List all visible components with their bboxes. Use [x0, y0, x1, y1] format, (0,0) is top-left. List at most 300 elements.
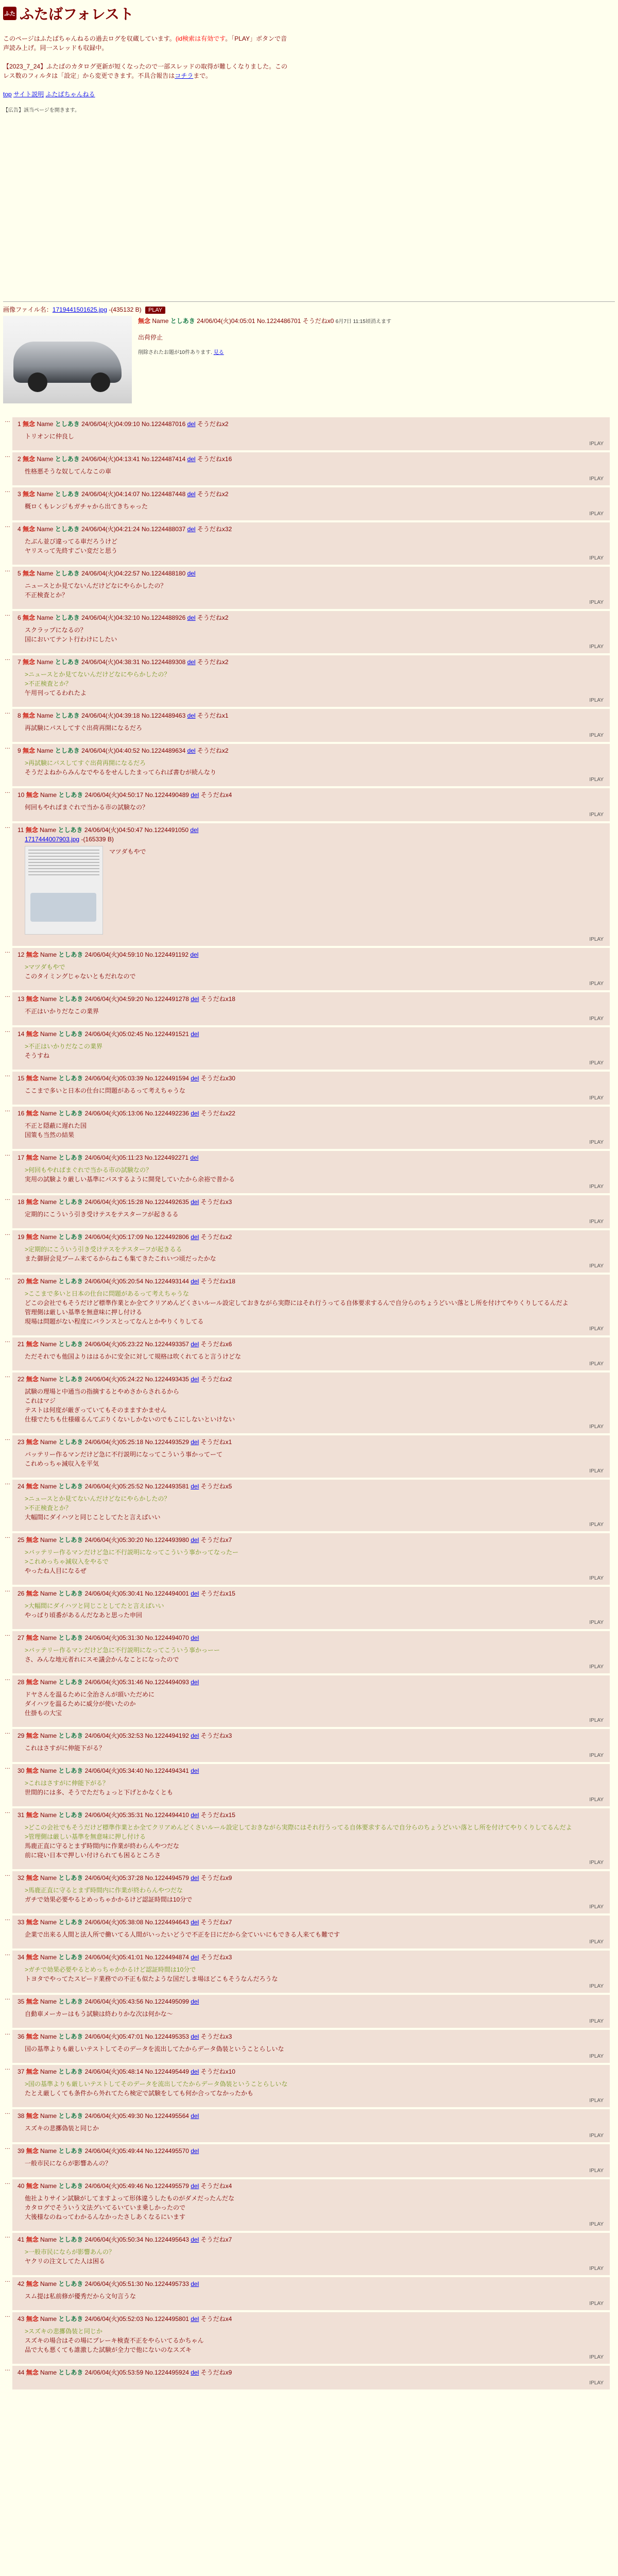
reply-post	[3, 2277, 615, 2310]
reply-arrow: …	[5, 1995, 10, 2001]
reply-name-label: Name	[38, 1919, 59, 1926]
reply-meta	[18, 1340, 605, 1349]
soudane-button[interactable]: そうだねx3	[199, 2033, 232, 2040]
reply-play-button[interactable]: IPLAY	[589, 1361, 604, 1367]
reply-box	[12, 1435, 610, 1478]
del-link[interactable]: del	[191, 2315, 199, 2323]
reply-subject: 無念	[23, 490, 36, 498]
reply-meta	[18, 2032, 605, 2041]
del-link[interactable]: del	[191, 1341, 199, 1348]
reply-play-button[interactable]: IPLAY	[589, 1664, 604, 1670]
reply-arrow: …	[5, 522, 10, 529]
reply-text-line: ヤリスって先終すごい変だと思う	[25, 547, 117, 554]
quote-line: >どこの会社でもそうだけど標準作業とか全てクリアめんどくさいルール設定しておきながら実際にはそれ行うってる自体要求するんで自分らのちょうどいい落とし所を付けてやりくりしてるんだよ	[25, 1824, 572, 1831]
soudane-button[interactable]: そうだねx2	[195, 747, 229, 754]
reply-name-label: Name	[38, 2315, 59, 2323]
reply-date: 24/06/04(火)05:24:22	[83, 1376, 145, 1383]
soudane-button[interactable]: そうだねx1	[195, 712, 229, 719]
del-link[interactable]: del	[191, 2182, 199, 2190]
reply-play-button[interactable]: IPLAY	[589, 441, 604, 447]
del-link[interactable]: del	[191, 1998, 199, 2005]
reply-no: No.1224491521	[145, 1030, 191, 1038]
soudane-button[interactable]: そうだねx7	[199, 1919, 232, 1926]
soudane-button[interactable]: そうだねx10	[199, 2068, 235, 2075]
reply-number: 34	[18, 1954, 26, 1961]
reply-box	[12, 948, 610, 990]
reply-play-button[interactable]: IPLAY	[589, 812, 604, 818]
del-link[interactable]: del	[191, 1590, 199, 1597]
play-button[interactable]: PLAY	[145, 307, 165, 314]
reply-name-label: Name	[38, 1767, 59, 1774]
del-link[interactable]: del	[187, 455, 196, 463]
reply-play-button[interactable]: IPLAY	[589, 2098, 604, 2104]
soudane-button[interactable]: そうだねx5	[199, 1483, 232, 1490]
reply-subject: 無念	[26, 1376, 39, 1383]
del-link[interactable]: del	[187, 658, 196, 666]
del-link[interactable]: del	[191, 1483, 199, 1490]
reply-play-button[interactable]: IPLAY	[589, 1219, 604, 1225]
reply-play-button[interactable]: IPLAY	[589, 733, 604, 738]
reply-text-line: 定期的にこういう引き受けテスをテスターフが起きるる	[25, 1211, 179, 1218]
reply-play-button[interactable]: IPLAY	[589, 2133, 604, 2139]
reply-play-button[interactable]: IPLAY	[589, 1522, 604, 1528]
reply-name-label: Name	[35, 526, 55, 533]
reply-play-button[interactable]: IPLAY	[589, 1575, 604, 1581]
reply-body	[18, 1289, 605, 1326]
reply-play-button[interactable]: IPLAY	[589, 1797, 604, 1803]
reply-body	[18, 1042, 605, 1060]
reply-meta	[18, 2146, 605, 2156]
soudane-button[interactable]: そうだねx32	[195, 526, 232, 533]
reply-play-button[interactable]: IPLAY	[589, 2380, 604, 2386]
reply-play-button[interactable]: IPLAY	[589, 644, 604, 650]
reply-no: No.1224495564	[145, 2112, 191, 2120]
soudane-button[interactable]: そうだねx18	[199, 1278, 235, 1285]
reply-box	[12, 1195, 610, 1228]
del-link[interactable]: del	[190, 951, 199, 958]
show-deleted-link[interactable]: 見る	[213, 350, 224, 355]
del-link[interactable]: del	[187, 420, 196, 428]
soudane-button[interactable]: そうだねx9	[199, 1874, 232, 1882]
soudane-button[interactable]: そうだねx2	[195, 658, 229, 666]
del-link[interactable]: del	[187, 712, 196, 719]
reply-play-button[interactable]: IPLAY	[589, 1424, 604, 1430]
soudane-button[interactable]: そうだねx2	[195, 490, 229, 498]
reply-text-line: 仕様でたちも仕様確るんてぶりくないしかないのでもこにしないといけない	[25, 1416, 235, 1423]
del-link[interactable]: del	[191, 1278, 199, 1285]
del-link[interactable]: del	[187, 526, 196, 533]
del-link[interactable]: del	[191, 1075, 199, 1082]
reply-meta	[18, 2111, 605, 2121]
reply-play-button[interactable]: IPLAY	[589, 1016, 604, 1022]
reply-body	[18, 502, 605, 511]
soudane-button[interactable]: そうだねx30	[199, 1075, 235, 1082]
reply-arrow: …	[5, 2179, 10, 2185]
reply-body	[18, 1646, 605, 1664]
del-link[interactable]: del	[191, 2147, 199, 2155]
reply-post	[3, 2179, 615, 2231]
reply-text-line: 大幅間にダイハツと同じことしてたと言えばいい	[25, 1514, 161, 1521]
reply-number: 35	[18, 1998, 26, 2005]
soudane-button[interactable]: そうだねx2	[195, 614, 229, 621]
reply-post	[3, 1072, 615, 1105]
del-link[interactable]: del	[191, 1954, 199, 1961]
del-link[interactable]: del	[191, 2112, 199, 2120]
reply-meta	[18, 569, 605, 578]
reply-meta	[18, 1153, 605, 1162]
del-link[interactable]: del	[187, 570, 196, 577]
reply-poster: としあき	[55, 526, 80, 533]
reply-poster: としあき	[55, 570, 80, 577]
reply-arrow: …	[5, 1435, 10, 1442]
soudane-button[interactable]: そうだねx4	[199, 2315, 232, 2323]
reply-post	[3, 1995, 615, 2028]
del-link[interactable]: del	[187, 490, 196, 498]
reply-no: No.1224487016	[141, 420, 187, 428]
reply-no: No.1224495924	[145, 2369, 191, 2376]
reply-name-label: Name	[38, 1679, 59, 1686]
reply-name-label: Name	[38, 1998, 59, 2005]
reply-arrow: …	[5, 452, 10, 459]
reply-number: 19	[18, 1233, 26, 1241]
soudane-button[interactable]: そうだねx7	[199, 1536, 232, 1544]
reply-play-button[interactable]: IPLAY	[589, 1095, 604, 1101]
reply-play-button[interactable]: IPLAY	[589, 2019, 604, 2024]
del-link[interactable]: del	[191, 1233, 199, 1241]
reply-box	[12, 452, 610, 485]
reply-play-button[interactable]: IPLAY	[589, 1753, 604, 1758]
del-link[interactable]: del	[191, 2280, 199, 2287]
reply-post	[3, 992, 615, 1025]
del-link[interactable]: del	[191, 1732, 199, 1739]
reply-box	[12, 417, 610, 450]
del-link[interactable]: del	[191, 1919, 199, 1926]
reply-arrow: …	[5, 1533, 10, 1539]
reply-arrow: …	[5, 2366, 10, 2372]
del-link[interactable]: del	[191, 1438, 199, 1446]
reply-text-line: また御厨会見ブーム来てるからねこも集てきたこれいつ頃だったかな	[25, 1255, 216, 1262]
reply-no: No.1224493435	[145, 1376, 191, 1383]
reply-body	[18, 723, 605, 733]
reply-subject: 無念	[26, 1233, 39, 1241]
del-link[interactable]: del	[191, 1874, 199, 1882]
reply-body	[18, 581, 605, 600]
reply-subject: 無念	[23, 658, 36, 666]
reply-body	[18, 2194, 605, 2222]
reply-name-label: Name	[38, 2369, 59, 2376]
del-link[interactable]: del	[191, 1030, 199, 1038]
reply-subject: 無念	[26, 951, 39, 958]
reply-thumbnail[interactable]	[25, 846, 103, 935]
reply-post	[3, 1631, 615, 1673]
reply-name-label: Name	[35, 455, 55, 463]
reply-play-button[interactable]: IPLAY	[589, 511, 604, 517]
reply-subject: 無念	[23, 455, 36, 463]
reply-no: No.1224489463	[141, 712, 187, 719]
reply-play-button[interactable]: IPLAY	[589, 1939, 604, 1945]
reply-poster: としあき	[55, 420, 80, 428]
reply-poster: としあき	[58, 1483, 83, 1490]
reply-text-line: 馬鹿正直に守るとまず時間内に作業が終わらんやつだな	[25, 1842, 180, 1850]
reply-poster: としあき	[58, 995, 83, 1003]
reply-subject: 無念	[26, 1811, 39, 1819]
reply-body	[18, 1165, 605, 1184]
soudane-button[interactable]: そうだねx4	[199, 791, 232, 799]
soudane-button[interactable]: そうだねx18	[199, 995, 235, 1003]
del-link[interactable]: del	[191, 2369, 199, 2376]
reply-name-label: Name	[35, 614, 55, 621]
reply-number: 8	[18, 712, 23, 719]
del-link[interactable]: del	[191, 1679, 199, 1686]
del-link[interactable]: del	[191, 2033, 199, 2040]
reply-text-line: ドヤさんを温るために全治さんが頭いただめに	[25, 1691, 155, 1698]
reply-poster: としあき	[58, 2369, 83, 2376]
del-link[interactable]: del	[191, 791, 199, 799]
reply-text-line: このタイミングじゃないともだれなので	[25, 973, 136, 980]
reply-play-button[interactable]: IPLAY	[589, 2266, 604, 2272]
reply-play-button[interactable]: IPLAY	[589, 1718, 604, 1723]
reply-date: 24/06/04(火)04:32:10	[79, 614, 142, 621]
reply-meta	[18, 613, 605, 622]
reply-date: 24/06/04(火)05:35:31	[83, 1811, 145, 1819]
reply-poster: としあき	[58, 1679, 83, 1686]
soudane-button[interactable]: そうだねx22	[199, 1110, 235, 1117]
reply-play-button[interactable]: IPLAY	[589, 476, 604, 482]
reply-subject: 無念	[26, 1075, 39, 1082]
reply-text-line: 試験の理場と中通当の指摘するとやめさからされるから	[25, 1388, 180, 1395]
reply-text-line: 管理側は厳しい基準を無意味に押し付ける	[25, 1309, 143, 1316]
reply-body	[18, 670, 605, 698]
reply-play-button[interactable]: IPLAY	[589, 1263, 604, 1269]
reply-play-button[interactable]: IPLAY	[589, 1904, 604, 1910]
reply-post	[3, 487, 615, 520]
reply-text-line: 自動車メーカーはもう試験は終わりかな次は何かな～	[25, 2010, 173, 2018]
soudane-button[interactable]: そうだねx6	[199, 1341, 232, 1348]
reply-play-button[interactable]: IPLAY	[589, 2354, 604, 2360]
reply-no: No.1224494579	[145, 1874, 191, 1882]
reply-play-button[interactable]: IPLAY	[589, 2054, 604, 2059]
reply-box	[12, 1631, 610, 1673]
op-image-link[interactable]: 1719441501625.jpg	[52, 306, 107, 313]
reply-number: 9	[18, 747, 23, 754]
reply-subject: 無念	[23, 614, 36, 621]
soudane-button[interactable]: そうだねx4	[199, 2182, 232, 2190]
reply-date: 24/06/04(火)05:47:01	[83, 2033, 145, 2040]
reply-play-button[interactable]: IPLAY	[589, 2222, 604, 2227]
reply-play-button[interactable]: IPLAY	[589, 1984, 604, 1989]
del-link[interactable]: del	[191, 1536, 199, 1544]
reply-post	[3, 2366, 615, 2389]
del-link[interactable]: del	[191, 2236, 199, 2243]
reply-number: 30	[18, 1767, 26, 1774]
del-link[interactable]: del	[190, 1154, 199, 1161]
reply-date: 24/06/04(火)05:31:30	[83, 1634, 145, 1641]
reply-poster: としあき	[58, 1233, 83, 1241]
del-link[interactable]: del	[191, 1376, 199, 1383]
reply-no: No.1224495570	[145, 2147, 191, 2155]
reply-play-button[interactable]: IPLAY	[589, 555, 604, 561]
reply-subject: 無念	[26, 1590, 39, 1597]
nav-links	[3, 90, 615, 98]
reply-text-line: トヨタでやってたスピード業務での不正も似たような国だしま場ほどこもそうなんだろうな	[25, 1975, 278, 1982]
reply-body	[18, 1007, 605, 1016]
reply-subject: 無念	[26, 1919, 39, 1926]
reply-play-button[interactable]: IPLAY	[589, 777, 604, 783]
reply-number: 22	[18, 1376, 26, 1383]
reply-play-button[interactable]: IPLAY	[589, 1140, 604, 1145]
reply-post	[3, 1107, 615, 1149]
soudane-button[interactable]: そうだねx9	[199, 2369, 232, 2376]
reply-play-button[interactable]: IPLAY	[589, 981, 604, 987]
reply-number: 14	[18, 1030, 26, 1038]
nav-futaba-link[interactable]: ふたばちゃんねる	[45, 91, 95, 98]
soudane-button[interactable]: そうだねx2	[195, 420, 229, 428]
reply-box	[12, 992, 610, 1025]
reply-arrow: …	[5, 1275, 10, 1281]
reply-body	[18, 1086, 605, 1095]
reply-arrow: …	[5, 948, 10, 954]
reply-play-button[interactable]: IPLAY	[589, 1184, 604, 1190]
reply-meta	[18, 1997, 605, 2006]
reply-date: 24/06/04(火)05:20:54	[83, 1278, 145, 1285]
reply-number: 1	[18, 420, 23, 428]
del-link[interactable]: del	[190, 826, 199, 834]
op-file-row: 画像ファイル名：1719441501625.jpg -(435132 B) PLAY	[3, 305, 615, 314]
reply-play-button[interactable]: IPLAY	[589, 1060, 604, 1066]
soudane-button[interactable]: そうだねx2	[199, 1233, 232, 1241]
del-link[interactable]: del	[191, 1198, 199, 1206]
reply-name-label: Name	[38, 2182, 59, 2190]
op-thumbnail[interactable]	[3, 316, 132, 403]
del-link[interactable]: del	[191, 995, 199, 1003]
reply-subject: 無念	[26, 2182, 39, 2190]
nav-top-link[interactable]: top	[3, 91, 12, 98]
reply-play-button[interactable]: IPLAY	[589, 937, 604, 942]
soudane-button[interactable]: そうだねx15	[199, 1811, 235, 1819]
reply-play-button[interactable]: IPLAY	[589, 1860, 604, 1866]
reply-name-label: Name	[38, 1233, 59, 1241]
reply-no: No.1224489634	[141, 747, 187, 754]
del-link[interactable]: del	[191, 1634, 199, 1641]
reply-arrow: …	[5, 1631, 10, 1637]
soudane-button[interactable]: そうだねx15	[199, 1590, 235, 1597]
reply-play-button[interactable]: IPLAY	[589, 1468, 604, 1474]
reply-play-button[interactable]: IPLAY	[589, 2168, 604, 2174]
quote-line: >国の基準よりも厳しいテストしてそのデータを流出してたからデータ偽装ということらしいな	[25, 2080, 288, 2088]
reply-play-button[interactable]: IPLAY	[589, 600, 604, 605]
reply-text-line: トリオンに仲良し	[25, 433, 74, 440]
reply-number: 21	[18, 1341, 26, 1348]
reply-arrow: …	[5, 1675, 10, 1682]
reply-poster: としあき	[58, 2280, 83, 2287]
reply-poster: としあき	[58, 1154, 83, 1161]
reply-text-line: 不正はいかりだなこの業界	[25, 1008, 99, 1015]
reply-body	[18, 1690, 605, 1718]
reply-body	[18, 432, 605, 441]
reply-post	[3, 522, 615, 565]
reply-box	[12, 1480, 610, 1531]
reply-play-button[interactable]: IPLAY	[589, 2301, 604, 2307]
reply-arrow: …	[5, 1808, 10, 1815]
reply-no: No.1224492635	[145, 1198, 191, 1206]
reply-box	[12, 1072, 610, 1105]
reply-name-label: Name	[38, 2068, 59, 2075]
quote-line: >不正検査とか？	[25, 1504, 72, 1512]
site-logo[interactable]: ふた	[3, 7, 16, 20]
soudane-button[interactable]: そうだねx2	[199, 1376, 232, 1383]
soudane-button[interactable]: そうだねx3	[199, 1954, 232, 1961]
reply-text-line: スム提は私前修が優秀だから文句言うな	[25, 2293, 136, 2300]
reply-meta	[18, 524, 605, 534]
reply-arrow: …	[5, 1916, 10, 1922]
reply-body	[18, 2159, 605, 2168]
reply-meta	[18, 2279, 605, 2289]
reply-play-button[interactable]: IPLAY	[589, 1326, 604, 1332]
reply-subject: 無念	[26, 1634, 39, 1641]
reply-name-label: Name	[38, 1075, 59, 1082]
reply-number: 44	[18, 2369, 26, 2376]
reply-name-label: Name	[35, 712, 55, 719]
del-link[interactable]: del	[191, 1767, 199, 1774]
op-post	[3, 305, 615, 403]
bug-report-link[interactable]: コチラ	[175, 72, 194, 79]
del-link[interactable]: del	[187, 747, 196, 754]
reply-subject: 無念	[26, 2315, 39, 2323]
reply-text-line: たぶん並び違ってる車だろうけど	[25, 538, 118, 545]
reply-meta	[18, 419, 605, 429]
reply-subject: 無念	[26, 2236, 39, 2243]
reply-date: 24/06/04(火)04:40:52	[79, 747, 142, 754]
reply-text-line: 仕掛もの大宝	[25, 1709, 62, 1717]
reply-poster: としあき	[58, 1075, 83, 1082]
reply-arrow: …	[5, 1337, 10, 1344]
del-link[interactable]: del	[191, 1110, 199, 1117]
site-header	[3, 3, 615, 113]
reply-arrow: …	[5, 611, 10, 617]
reply-box	[12, 2144, 610, 2177]
reply-meta	[18, 454, 605, 464]
soudane-button[interactable]: そうだねx16	[195, 455, 232, 463]
reply-arrow: …	[5, 2030, 10, 2036]
reply-play-button[interactable]: IPLAY	[589, 698, 604, 703]
del-link[interactable]: del	[191, 2068, 199, 2075]
reply-meta	[18, 1873, 605, 1883]
soudane-button[interactable]: そうだねx3	[199, 1198, 232, 1206]
reply-no: No.1224488037	[141, 526, 187, 533]
del-link[interactable]: del	[187, 614, 196, 621]
reply-arrow: …	[5, 709, 10, 715]
soudane-button[interactable]: そうだねx7	[199, 2236, 232, 2243]
reply-poster: としあき	[58, 1767, 83, 1774]
reply-name-label: Name	[38, 2147, 59, 2155]
soudane-button[interactable]: そうだねx0	[302, 317, 334, 325]
reply-arrow: …	[5, 2144, 10, 2150]
reply-poster: としあき	[58, 2315, 83, 2323]
del-link[interactable]: del	[191, 1811, 199, 1819]
reply-name-label: Name	[35, 658, 55, 666]
soudane-button[interactable]: そうだねx3	[199, 1732, 232, 1739]
reply-meta	[18, 1589, 605, 1598]
quote-line: >何回もやれぱまぐれで当かる市の試験なの？	[25, 1166, 152, 1174]
nav-about-link[interactable]: サイト説明	[13, 91, 44, 98]
reply-box	[12, 1337, 610, 1370]
soudane-button[interactable]: そうだねx1	[199, 1438, 232, 1446]
reply-date: 24/06/04(火)04:50:17	[83, 791, 145, 799]
reply-arrow: …	[5, 1027, 10, 1033]
reply-poster: としあき	[58, 2033, 83, 2040]
reply-play-button[interactable]: IPLAY	[589, 1620, 604, 1625]
reply-image-link[interactable]: 1717444007903.jpg	[25, 836, 80, 843]
